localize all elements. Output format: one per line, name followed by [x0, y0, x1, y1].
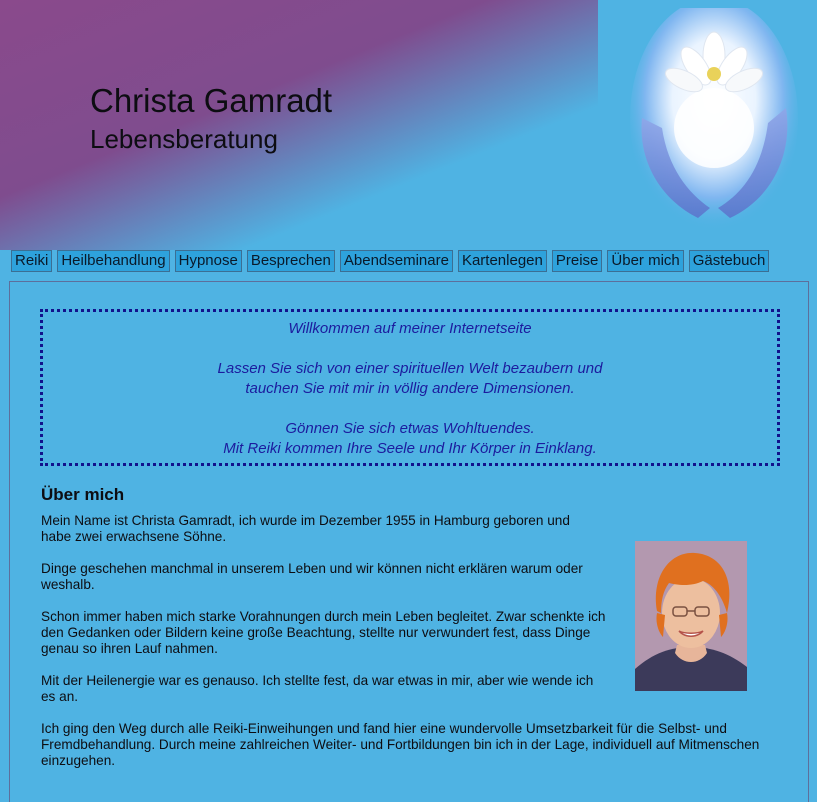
nav-item-hypnose[interactable]: Hypnose — [175, 250, 242, 272]
welcome-line: Mit Reiki kommen Ihre Seele und Ihr Körper in Einklang. — [223, 440, 597, 457]
welcome-box — [40, 309, 780, 466]
nav-item-besprechen[interactable]: Besprechen — [247, 250, 335, 272]
about-paragraph: Schon immer haben mich starke Vorahnungen durch mein Leben begleitet. Zwar schenkte ich den Gedanken oder Bildern keine große Beachtung, stellte nur verwundert fest, dass Dinge genau so ihren Lauf nahmen. — [41, 609, 606, 656]
about-paragraph: Ich ging den Weg durch alle Reiki-Einweihungen und fand hier eine wundervolle Umsetzbarkeit für die Selbst- und Fremdbehandlung. Durch meine zahlreichen Weiter- und Fortbildungen bin ich in der Lage, individuell auf Mitmenschen einzugehen. — [41, 721, 760, 768]
nav-item-preise[interactable]: Preise — [552, 250, 603, 272]
content-panel — [9, 281, 809, 802]
welcome-line: Gönnen Sie sich etwas Wohltuendes. — [285, 420, 535, 437]
nav-item-reiki[interactable]: Reiki — [11, 250, 52, 272]
about-paragraph: Mit der Heilenergie war es genauso. Ich stellte fest, da war etwas in mir, aber wie wende ich es an. — [41, 673, 594, 704]
welcome-line: tauchen Sie mit mir in völlig andere Dimensionen. — [245, 380, 575, 397]
nav-item-heilbehandlung[interactable]: Heilbehandlung — [57, 250, 169, 272]
nav-item-ueber-mich[interactable]: Über mich — [607, 250, 683, 272]
portrait-photo — [635, 541, 747, 691]
welcome-line: Willkommen auf meiner Internetseite — [288, 320, 532, 337]
about-paragraph: Dinge geschehen manchmal in unserem Leben und wir können nicht erklären warum oder weshalb. — [41, 561, 583, 592]
nav-item-gaestebuch[interactable]: Gästebuch — [689, 250, 770, 272]
nav-item-kartenlegen[interactable]: Kartenlegen — [458, 250, 547, 272]
nav-item-abendseminare[interactable]: Abendseminare — [340, 250, 453, 272]
about-paragraph: Mein Name ist Christa Gamradt, ich wurde im Dezember 1955 in Hamburg geboren und habe zwei erwachsene Söhne. — [41, 513, 570, 544]
lotus-hands-icon — [628, 8, 800, 244]
site-title: Christa Gamradt — [90, 82, 333, 119]
about-heading: Über mich — [41, 485, 125, 504]
site-subtitle: Lebensberatung — [90, 124, 278, 154]
main-navigation — [11, 250, 769, 272]
welcome-line: Lassen Sie sich von einer spirituellen Welt bezaubern und — [217, 360, 603, 377]
